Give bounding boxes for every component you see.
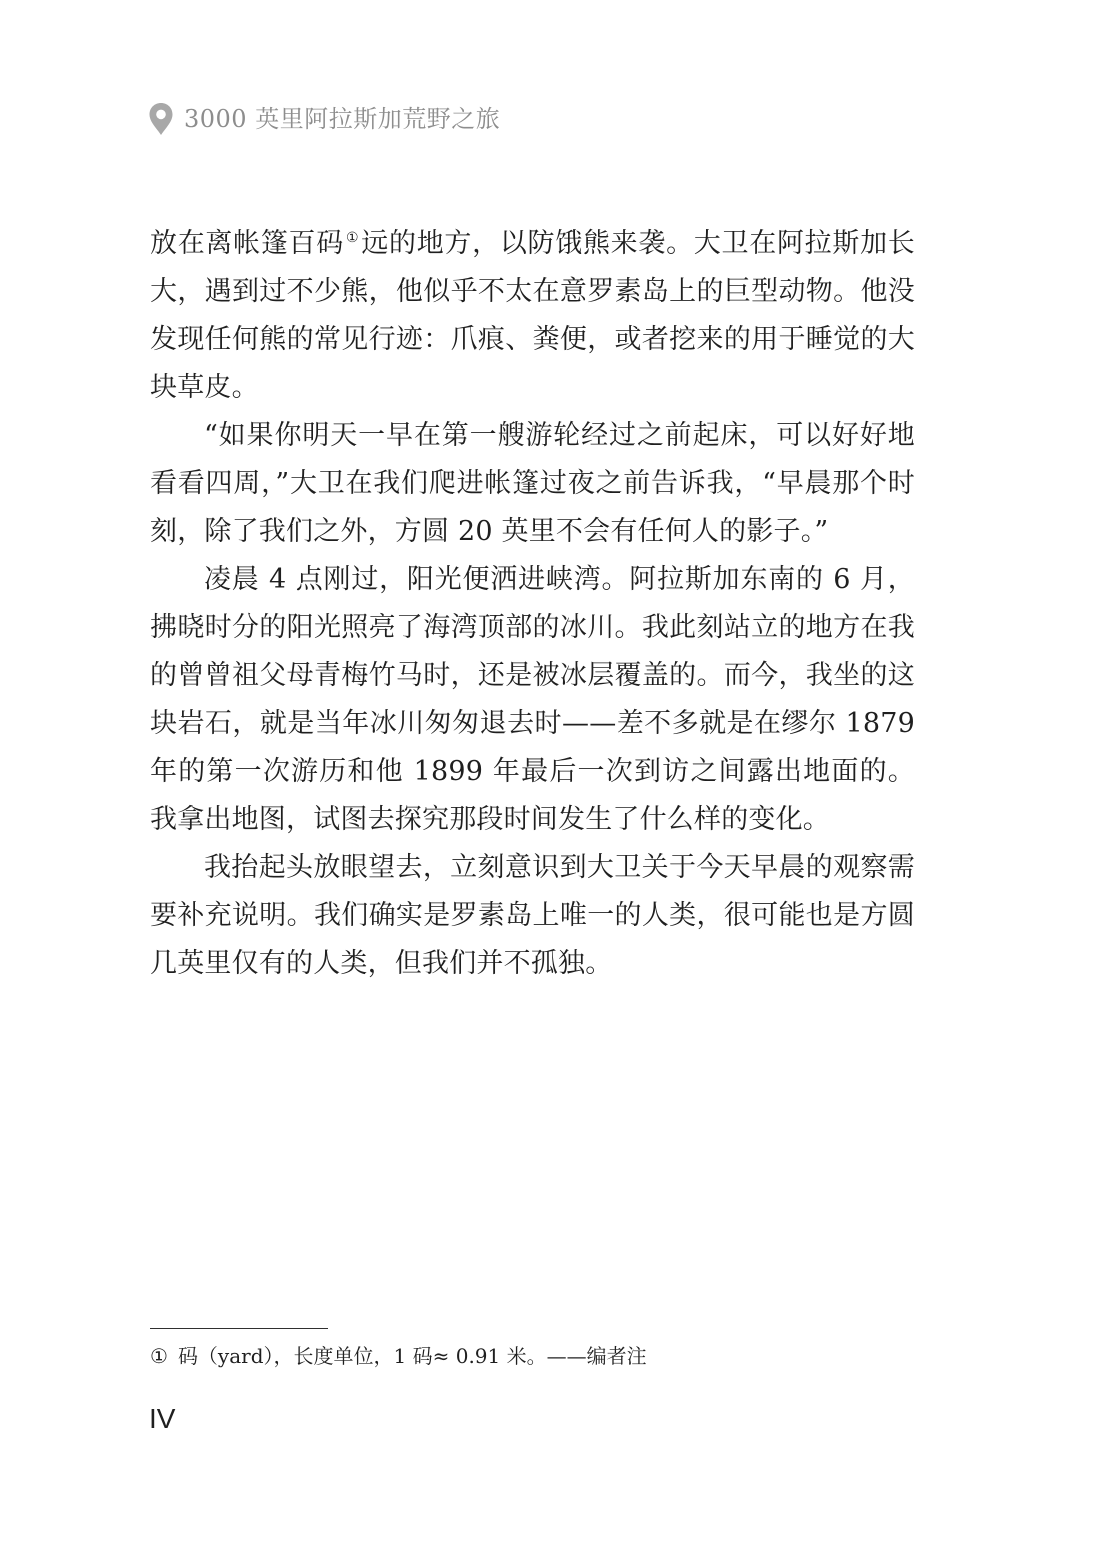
paragraph-dawn-glacier: 凌晨 4 点刚过，阳光便洒进峡湾。阿拉斯加东南的 6 月，拂晓时分的阳光照亮了海湾顶部的冰川。我此刻站立的地方在我的曾曾祖父母青梅竹马时，还是被冰层覆盖的。而今，我坐的这块岩石，就是当年冰川匆匆退去时——差不多就是在缪尔 1879 年的第一次游历和他 1899 年最后一次到访之间露出地面的。我拿出地图，试图去探究那段时间发生了什么样的变化。: [150, 564, 915, 835]
paragraph-1-before-note: 放在离帐篷百码: [150, 228, 344, 259]
footnote-separator: [150, 1328, 328, 1329]
page-number: IV: [149, 1403, 176, 1434]
book-text: [150, 220, 915, 988]
footnote: [150, 1341, 850, 1371]
paragraph-bear-precautions: [150, 220, 915, 412]
paragraph-dialogue: “如果你明天一早在第一艘游轮经过之前起床，可以好好地看看四周，”大卫在我们爬进帐篷过夜之前告诉我，“早晨那个时刻，除了我们之外，方圆 20 英里不会有任何人的影子。”: [150, 420, 915, 547]
running-header: [148, 102, 500, 136]
footnote-reference: ①: [346, 230, 360, 246]
footnote-marker: ①: [150, 1344, 168, 1368]
location-pin-icon: [148, 102, 174, 136]
running-header-title: 3000 英里阿拉斯加荒野之旅: [184, 105, 501, 133]
footnote-text: 码（yard），长度单位，1 码≈ 0.91 米。——编者注: [177, 1344, 647, 1368]
paragraph-1-after-note: 远的地方，以防饿熊来袭。大卫在阿拉斯加长大，遇到过不少熊，他似乎不太在意罗素岛上的巨型动物。他没发现任何熊的常见行迹：爪痕、粪便，或者挖来的用于睡觉的大块草皮。: [150, 228, 915, 403]
paragraph-observation: 我抬起头放眼望去，立刻意识到大卫关于今天早晨的观察需要补充说明。我们确实是罗素岛上唯一的人类，很可能也是方圆几英里仅有的人类，但我们并不孤独。: [150, 852, 915, 979]
